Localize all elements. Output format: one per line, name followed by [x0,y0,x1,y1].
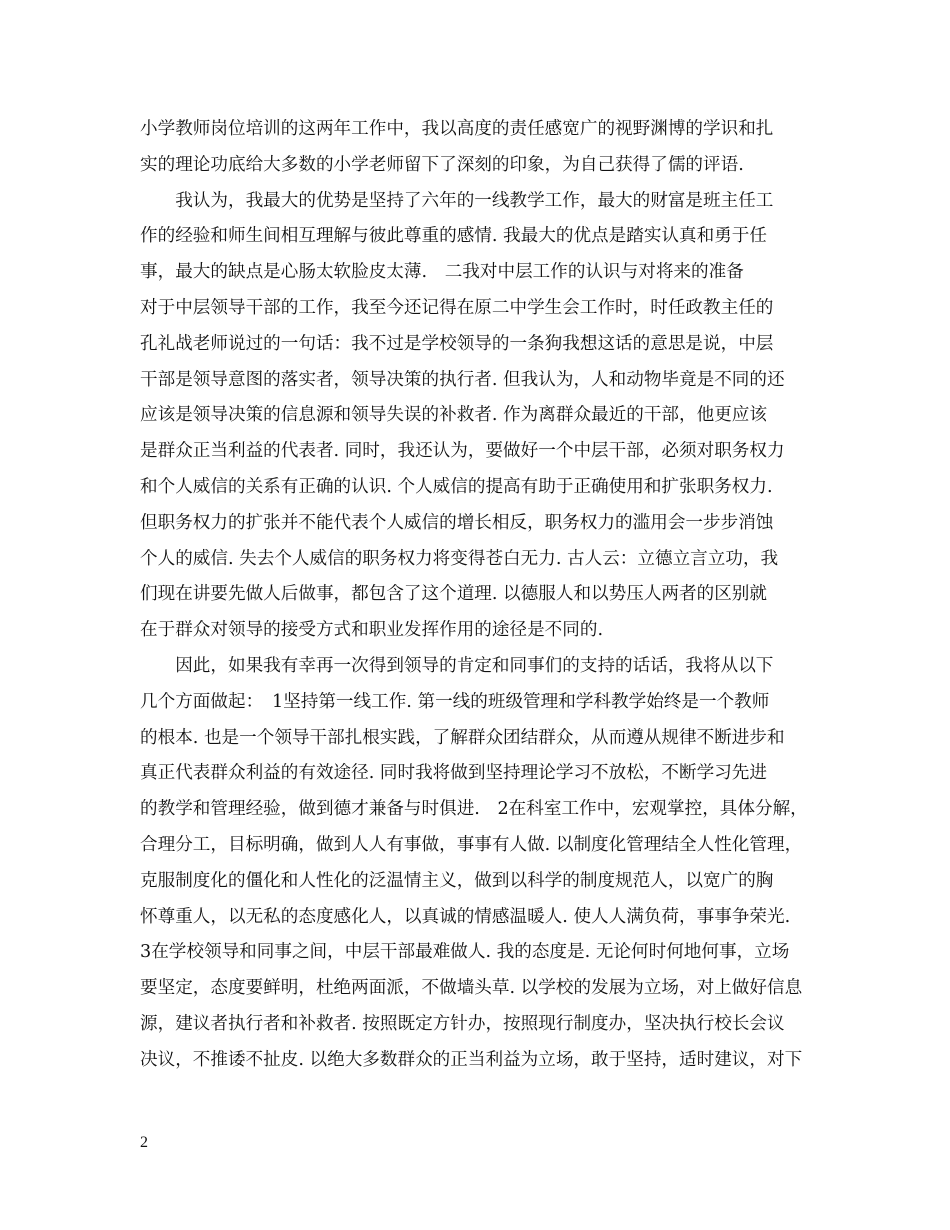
text-line: 的根本. 也是一个领导干部扎根实践，了解群众团结群众，从而遵从规律不断进步和 [140,727,785,748]
text-line: 们现在讲要先做人后做事，都包含了这个道理. 以德服人和以势压人两者的区别就 [140,584,767,605]
text-line: 源，建议者执行者和补救者. 按照既定方针办，按照现行制度办，坚决执行校长会议 [140,1013,785,1034]
text-line: 和个人威信的关系有正确的认识. 个人威信的提高有助于正确使用和扩张职务权力. [140,476,773,497]
text-line: 个人的威信. 失去个人威信的职务权力将变得苍白无力. 古人云：立德立言立功，我 [140,548,779,569]
text-line: 应该是领导决策的信息源和领导失误的补救者. 作为离群众最近的干部，他更应该 [140,405,767,426]
text-line: 实的理论功底给大多数的小学老师留下了深刻的印象，为自己获得了儒的评语. [140,154,744,175]
page-number: 2 [140,1134,148,1151]
text-line: 真正代表群众利益的有效途径. 同时我将做到坚持理论学习不放松，不断学习先进 [140,763,767,784]
text-line: 作的经验和师生间相互理解与彼此尊重的感情. 我最大的优点是踏实认真和勇于任 [140,226,767,247]
text-line: 事，最大的缺点是心肠太软脸皮太薄. 二我对中层工作的认识与对将来的准备 [140,262,744,283]
text-line: 的教学和管理经验，做到德才兼备与时俱进. 2在科室工作中，宏观掌控，具体分解， [140,799,808,820]
text-line: 小学教师岗位培训的这两年工作中，我以高度的责任感宽广的视野渊博的学识和扎 [140,119,774,139]
text-line: 我认为，我最大的优势是坚持了六年的一线教学工作，最大的财富是班主任工 [140,190,774,211]
body-text [140,112,830,1079]
text-line: 合理分工，目标明确，做到人人有事做，事事有人做. 以制度化管理结全人性化管理， [140,834,803,855]
text-line: 在于群众对领导的接受方式和职业发挥作用的途径是不同的. [140,620,604,641]
text-line: 因此，如果我有幸再一次得到领导的肯定和同事们的支持的话话，我将从以下 [140,655,774,676]
text-line: 但职务权力的扩张并不能代表个人威信的增长相反，职务权力的滥用会一步步消蚀 [140,512,774,533]
text-line: 克服制度化的僵化和人性化的泛温情主义，做到以科学的制度规范人，以宽广的胸 [140,870,774,891]
text-line: 3在学校领导和同事之间，中层干部最难做人. 我的态度是. 无论何时何地何事，立场 [140,942,790,963]
text-line: 要坚定，态度要鲜明，杜绝两面派，不做墙头草. 以学校的发展为立场，对上做好信息 [140,978,803,999]
text-line: 决议，不推诿不扯皮. 以绝大多数群众的正当利益为立场，敢于坚持，适时建议，对下 [140,1049,803,1070]
text-line: 干部是领导意图的落实者，领导决策的执行者. 但我认为，人和动物毕竟是不同的还 [140,369,785,390]
text-line: 几个方面做起： 1坚持第一线工作. 第一线的班级管理和学科教学始终是一个教师 [140,691,770,712]
text-line: 是群众正当利益的代表者. 同时，我还认为，要做好一个中层干部，必须对职务权力 [140,441,785,462]
text-line: 孔礼战老师说过的一句话：我不过是学校领导的一条狗我想这话的意思是说，中层 [140,333,774,354]
text-line: 对于中层领导干部的工作，我至今还记得在原二中学生会工作时，时任政教主任的 [140,297,774,318]
text-line: 怀尊重人，以无私的态度感化人，以真诚的情感温暖人. 使人人满负荷，事事争荣光. [140,906,791,927]
